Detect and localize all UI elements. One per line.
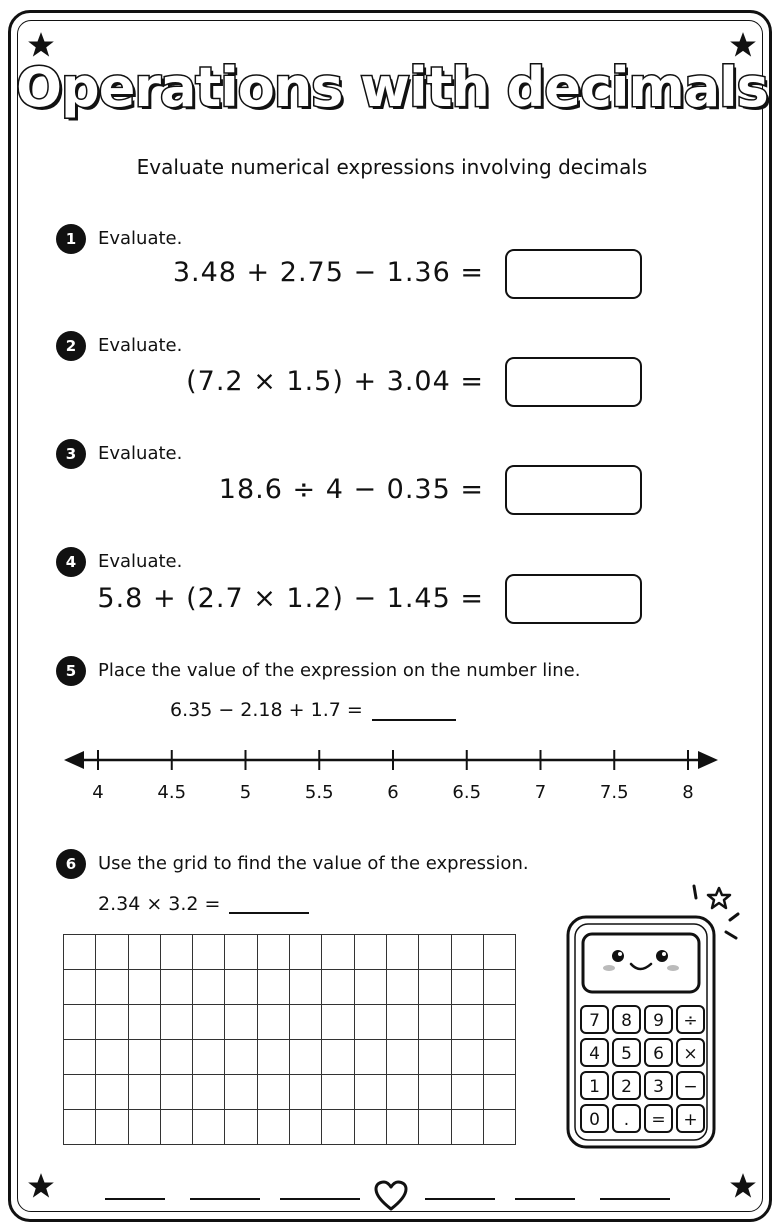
grid-row bbox=[64, 935, 516, 970]
calculator-key-label: = bbox=[651, 1110, 666, 1130]
grid-cell[interactable] bbox=[386, 1005, 418, 1040]
calculator-key-label: 8 bbox=[621, 1011, 632, 1031]
star-icon bbox=[729, 31, 757, 59]
number-line-tick-label: 6 bbox=[387, 782, 399, 803]
number-line-tick-label: 8 bbox=[682, 782, 694, 803]
answer-blank-5[interactable] bbox=[372, 719, 456, 721]
calculator-key-label: 9 bbox=[653, 1011, 664, 1031]
number-line-tick-label: 7 bbox=[534, 782, 547, 803]
grid-cell[interactable] bbox=[451, 1075, 483, 1110]
question-number-5: 5 bbox=[56, 656, 86, 686]
grid-cell[interactable] bbox=[354, 970, 386, 1005]
grid-cell[interactable] bbox=[225, 935, 257, 970]
grid-cell[interactable] bbox=[354, 1075, 386, 1110]
grid-cell[interactable] bbox=[96, 970, 128, 1005]
answer-box-4[interactable] bbox=[505, 574, 642, 624]
calculator-key-label: . bbox=[623, 1110, 630, 1130]
calculator-key-label: ÷ bbox=[683, 1011, 698, 1031]
page-title: Operations with decimals bbox=[16, 56, 768, 119]
grid-cell[interactable] bbox=[419, 935, 451, 970]
grid-cell[interactable] bbox=[257, 935, 289, 970]
grid-row bbox=[64, 970, 516, 1005]
number-line-tick-label: 4 bbox=[92, 782, 104, 803]
grid-cell[interactable] bbox=[128, 1075, 160, 1110]
calculator-key-label: + bbox=[683, 1110, 698, 1130]
grid-cell[interactable] bbox=[354, 935, 386, 970]
grid-cell[interactable] bbox=[64, 1110, 96, 1145]
question-label-2: Evaluate. bbox=[98, 335, 183, 356]
grid-cell[interactable] bbox=[64, 970, 96, 1005]
star-icon bbox=[729, 1172, 757, 1200]
grid-cell[interactable] bbox=[483, 970, 515, 1005]
grid-cell[interactable] bbox=[386, 1040, 418, 1075]
number-line-arrow-right bbox=[698, 751, 718, 769]
star-icon bbox=[27, 31, 55, 59]
grid-cell[interactable] bbox=[419, 1075, 451, 1110]
question-expression-6: 2.34 × 3.2 = bbox=[98, 893, 221, 915]
grid-cell[interactable] bbox=[354, 1040, 386, 1075]
question-number-2: 2 bbox=[56, 331, 86, 361]
question-expression-5: 6.35 − 2.18 + 1.7 = bbox=[170, 699, 363, 721]
number-line-tick-label: 4.5 bbox=[157, 782, 187, 803]
grid-cell[interactable] bbox=[225, 1005, 257, 1040]
grid-cell[interactable] bbox=[225, 1040, 257, 1075]
grid-cell[interactable] bbox=[451, 970, 483, 1005]
bottom-divider bbox=[425, 1198, 495, 1200]
grid-cell[interactable] bbox=[290, 1040, 322, 1075]
grid-cell[interactable] bbox=[257, 1005, 289, 1040]
calculator-key-label: × bbox=[683, 1044, 698, 1064]
grid-cell[interactable] bbox=[128, 970, 160, 1005]
grid-cell[interactable] bbox=[96, 935, 128, 970]
answer-box-2[interactable] bbox=[505, 357, 642, 407]
grid-cell[interactable] bbox=[257, 1110, 289, 1145]
question-expression-3: 18.6 ÷ 4 − 0.35 = bbox=[218, 474, 484, 505]
calculator-key-label: 7 bbox=[589, 1011, 600, 1031]
grid-cell[interactable] bbox=[64, 935, 96, 970]
question-expression-4: 5.8 + (2.7 × 1.2) − 1.45 = bbox=[97, 583, 484, 614]
question-expression-2: (7.2 × 1.5) + 3.04 = bbox=[186, 366, 484, 397]
grid-cell[interactable] bbox=[96, 1110, 128, 1145]
calculator-key-label: − bbox=[683, 1077, 698, 1097]
grid-cell[interactable] bbox=[193, 1005, 225, 1040]
number-line-tick-label: 6.5 bbox=[452, 782, 482, 803]
grid-cell[interactable] bbox=[64, 1075, 96, 1110]
grid-cell[interactable] bbox=[322, 935, 354, 970]
grid-cell[interactable] bbox=[193, 1110, 225, 1145]
grid-cell[interactable] bbox=[483, 1040, 515, 1075]
question-label-5: Place the value of the expression on the number line. bbox=[98, 660, 581, 681]
calculator-key-label: 4 bbox=[589, 1044, 600, 1064]
grid-cell[interactable] bbox=[160, 1040, 192, 1075]
grid-row bbox=[64, 1005, 516, 1040]
number-line bbox=[60, 740, 722, 784]
grid-row bbox=[64, 1075, 516, 1110]
bottom-divider bbox=[105, 1198, 165, 1200]
number-line-tick-label: 7.5 bbox=[599, 782, 629, 803]
calculator-key-label: 3 bbox=[653, 1077, 664, 1097]
grid-cell[interactable] bbox=[128, 1110, 160, 1145]
grid-cell[interactable] bbox=[483, 1005, 515, 1040]
grid-cell[interactable] bbox=[128, 935, 160, 970]
page-subtitle: Evaluate numerical expressions involving decimals bbox=[136, 155, 648, 179]
grid-cell[interactable] bbox=[128, 1040, 160, 1075]
sparkle-icon bbox=[686, 880, 742, 944]
answer-box-3[interactable] bbox=[505, 465, 642, 515]
grid-cell[interactable] bbox=[451, 1110, 483, 1145]
grid-cell[interactable] bbox=[257, 1075, 289, 1110]
bottom-divider bbox=[515, 1198, 575, 1200]
grid-cell[interactable] bbox=[322, 1110, 354, 1145]
grid-cell[interactable] bbox=[257, 1040, 289, 1075]
grid-row bbox=[64, 1040, 516, 1075]
grid-cell[interactable] bbox=[419, 1040, 451, 1075]
grid-cell[interactable] bbox=[290, 1110, 322, 1145]
number-line-tick-label: 5.5 bbox=[304, 782, 334, 803]
bottom-divider bbox=[600, 1198, 670, 1200]
grid-cell[interactable] bbox=[354, 1110, 386, 1145]
grid-cell[interactable] bbox=[419, 1005, 451, 1040]
calculator-key-label: 1 bbox=[589, 1077, 600, 1097]
grid-cell[interactable] bbox=[322, 1075, 354, 1110]
grid-cell[interactable] bbox=[386, 1075, 418, 1110]
calculator-key-label: 6 bbox=[653, 1044, 664, 1064]
grid-cell[interactable] bbox=[193, 970, 225, 1005]
grid-cell[interactable] bbox=[96, 1075, 128, 1110]
grid-cell[interactable] bbox=[290, 935, 322, 970]
grid-cell[interactable] bbox=[160, 935, 192, 970]
grid-cell[interactable] bbox=[483, 1075, 515, 1110]
star-icon bbox=[27, 1172, 55, 1200]
grid-cell[interactable] bbox=[386, 935, 418, 970]
grid-cell[interactable] bbox=[451, 1040, 483, 1075]
grid-cell[interactable] bbox=[128, 1005, 160, 1040]
grid-cell[interactable] bbox=[193, 935, 225, 970]
grid-cell[interactable] bbox=[193, 1075, 225, 1110]
grid-cell[interactable] bbox=[483, 1110, 515, 1145]
question-label-4: Evaluate. bbox=[98, 551, 183, 572]
grid-cell[interactable] bbox=[64, 1040, 96, 1075]
question-number-3: 3 bbox=[56, 439, 86, 469]
grid-cell[interactable] bbox=[483, 935, 515, 970]
grid-cell[interactable] bbox=[290, 970, 322, 1005]
calculator-key-label: 5 bbox=[621, 1044, 632, 1064]
grid-cell[interactable] bbox=[96, 1005, 128, 1040]
work-grid[interactable] bbox=[63, 934, 516, 1145]
grid-cell[interactable] bbox=[96, 1040, 128, 1075]
number-line-tick-label: 5 bbox=[239, 782, 252, 803]
question-label-6: Use the grid to find the value of the expression. bbox=[98, 853, 529, 874]
grid-cell[interactable] bbox=[322, 970, 354, 1005]
question-expression-1: 3.48 + 2.75 − 1.36 = bbox=[172, 257, 484, 288]
grid-cell[interactable] bbox=[257, 970, 289, 1005]
grid-cell[interactable] bbox=[290, 1075, 322, 1110]
grid-cell[interactable] bbox=[451, 935, 483, 970]
grid-cell[interactable] bbox=[419, 1110, 451, 1145]
bottom-divider bbox=[280, 1198, 360, 1200]
grid-cell[interactable] bbox=[160, 1075, 192, 1110]
bottom-divider bbox=[190, 1198, 260, 1200]
question-label-3: Evaluate. bbox=[98, 443, 183, 464]
calculator-key-label: 0 bbox=[589, 1110, 600, 1130]
calculator-key-label: 2 bbox=[621, 1077, 632, 1097]
grid-cell[interactable] bbox=[225, 1075, 257, 1110]
heart-icon bbox=[374, 1180, 408, 1212]
question-number-6: 6 bbox=[56, 849, 86, 879]
grid-cell[interactable] bbox=[193, 1040, 225, 1075]
question-label-1: Evaluate. bbox=[98, 228, 183, 249]
number-line-arrow-left bbox=[64, 751, 84, 769]
grid-cell[interactable] bbox=[386, 1110, 418, 1145]
calculator-illustration bbox=[565, 914, 717, 1150]
grid-cell[interactable] bbox=[64, 1005, 96, 1040]
grid-cell[interactable] bbox=[160, 1005, 192, 1040]
grid-cell[interactable] bbox=[225, 1110, 257, 1145]
grid-cell[interactable] bbox=[290, 1005, 322, 1040]
grid-cell[interactable] bbox=[225, 970, 257, 1005]
grid-cell[interactable] bbox=[354, 1005, 386, 1040]
grid-row bbox=[64, 1110, 516, 1145]
answer-blank-6[interactable] bbox=[229, 912, 309, 914]
grid-cell[interactable] bbox=[160, 1110, 192, 1145]
grid-cell[interactable] bbox=[419, 970, 451, 1005]
grid-cell[interactable] bbox=[322, 1040, 354, 1075]
grid-cell[interactable] bbox=[386, 970, 418, 1005]
question-number-1: 1 bbox=[56, 224, 86, 254]
grid-cell[interactable] bbox=[451, 1005, 483, 1040]
grid-cell[interactable] bbox=[322, 1005, 354, 1040]
grid-cell[interactable] bbox=[160, 970, 192, 1005]
question-number-4: 4 bbox=[56, 547, 86, 577]
answer-box-1[interactable] bbox=[505, 249, 642, 299]
